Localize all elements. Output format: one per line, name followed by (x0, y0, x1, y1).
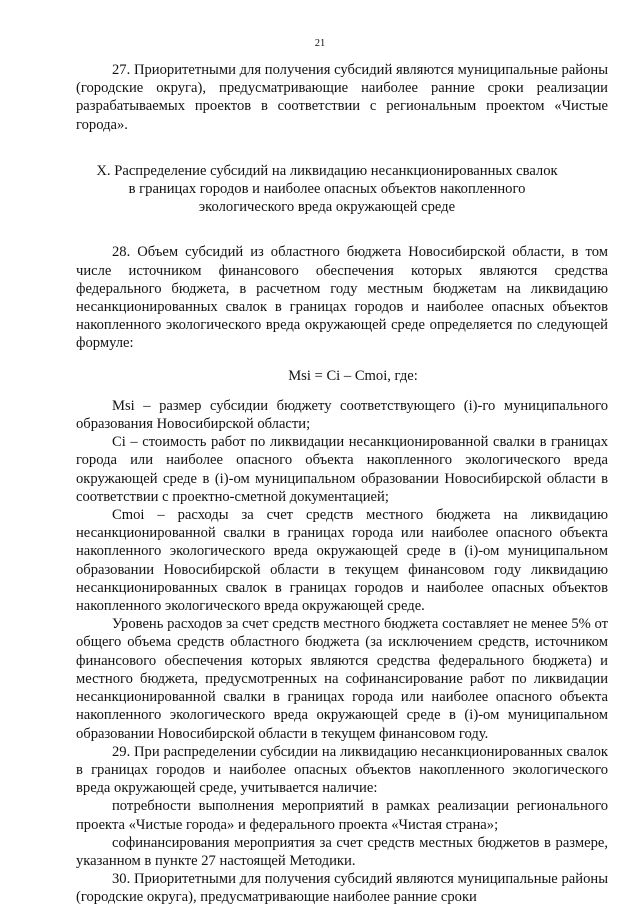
condition-regional-project: потребности выполнения мероприятий в рамках реализации регионального проекта «Чистые города» и федерального проекта «Чистая страна»; (76, 798, 608, 833)
definition-msi: Msi – размер субсидии бюджету соответствующего (i)-го муниципального образования Новосибирской области; (76, 397, 608, 433)
paragraph-27: 27. Приоритетными для получения субсидий являются муниципальные районы (городские округа), предусматривающие наиболее ранние сроки реализации разрабатываемых проектов в соответствии с региональным проектом «Чистые города». (76, 62, 608, 133)
section-title-line-3: экологического вреда окружающей среде (198, 199, 456, 216)
section-title-line-1: X. Распределение субсидий на ликвидацию несанкционированных свалок (96, 162, 558, 179)
paragraph-29: 29. При распределении субсидии на ликвидацию несанкционированных свалок в границах городов и наиболее опасных объектов накопленного экологического вреда окружающей среде, учитывается наличие: (76, 743, 608, 797)
definition-cmoi: Cmoi – расходы за счет средств местного бюджета на ликвидацию несанкционированной свалки в границах города или наиболее опасного объекта накопленного экологического вреда окружающей среде в (i)-ом муниципальном образовании Новосибирской области в текущем финансовом году ликвидацию несанкционированных свалок в границах городов и наиболее опасных объектов накопленного экологического вреда окружающей среде. (76, 507, 608, 615)
definition-ci: Ci – стоимость работ по ликвидации несанкционированной свалки в границах города или наиболее опасного объекта накопленного экологического вреда окружающей среде в (i)-ом муниципальном образовании Новосибирской области в соответствии с проектно-сметной документацией; (76, 434, 608, 505)
document-body (76, 61, 608, 907)
condition-cofinancing: софинансирования мероприятия за счет средств местных бюджетов в размере, указанном в пункте 27 настоящей Методики. (76, 834, 608, 869)
paragraph-expense-level: Уровень расходов за счет средств местного бюджета составляет не менее 5% от общего объема средств областного бюджета (за исключением средств, источником финансового обеспечения которых являются средства федерального бюджета) и местного бюджета, предусмотренных на софинансирование работ по ликвидации несанкционированной свалки в границах города или наиболее опасного объекта накопленного экологического вреда окружающей среде в (i)-ом муниципальном образовании Новосибирской области в текущем финансовом году. (76, 616, 608, 742)
paragraph-28: 28. Объем субсидий из областного бюджета Новосибирской области, в том числе источником финансового обеспечения которых являются средства федерального бюджета, в расчетном году местным бюджетам на ликвидацию несанкционированных свалок в границах городов и наиболее опасных объектов накопленного экологического вреда окружающей среде определяется по следующей формуле: (76, 244, 608, 352)
paragraph-30: 30. Приоритетными для получения субсидий являются муниципальные районы (городские округа), предусматривающие наиболее ранние сроки (76, 871, 608, 906)
formula: Msi = Ci – Cmoi, где: (288, 367, 418, 384)
section-title (76, 162, 608, 217)
page-number: 21 (314, 38, 326, 49)
section-title-line-2: в границах городов и наиболее опасных объектов накопленного (128, 181, 526, 198)
